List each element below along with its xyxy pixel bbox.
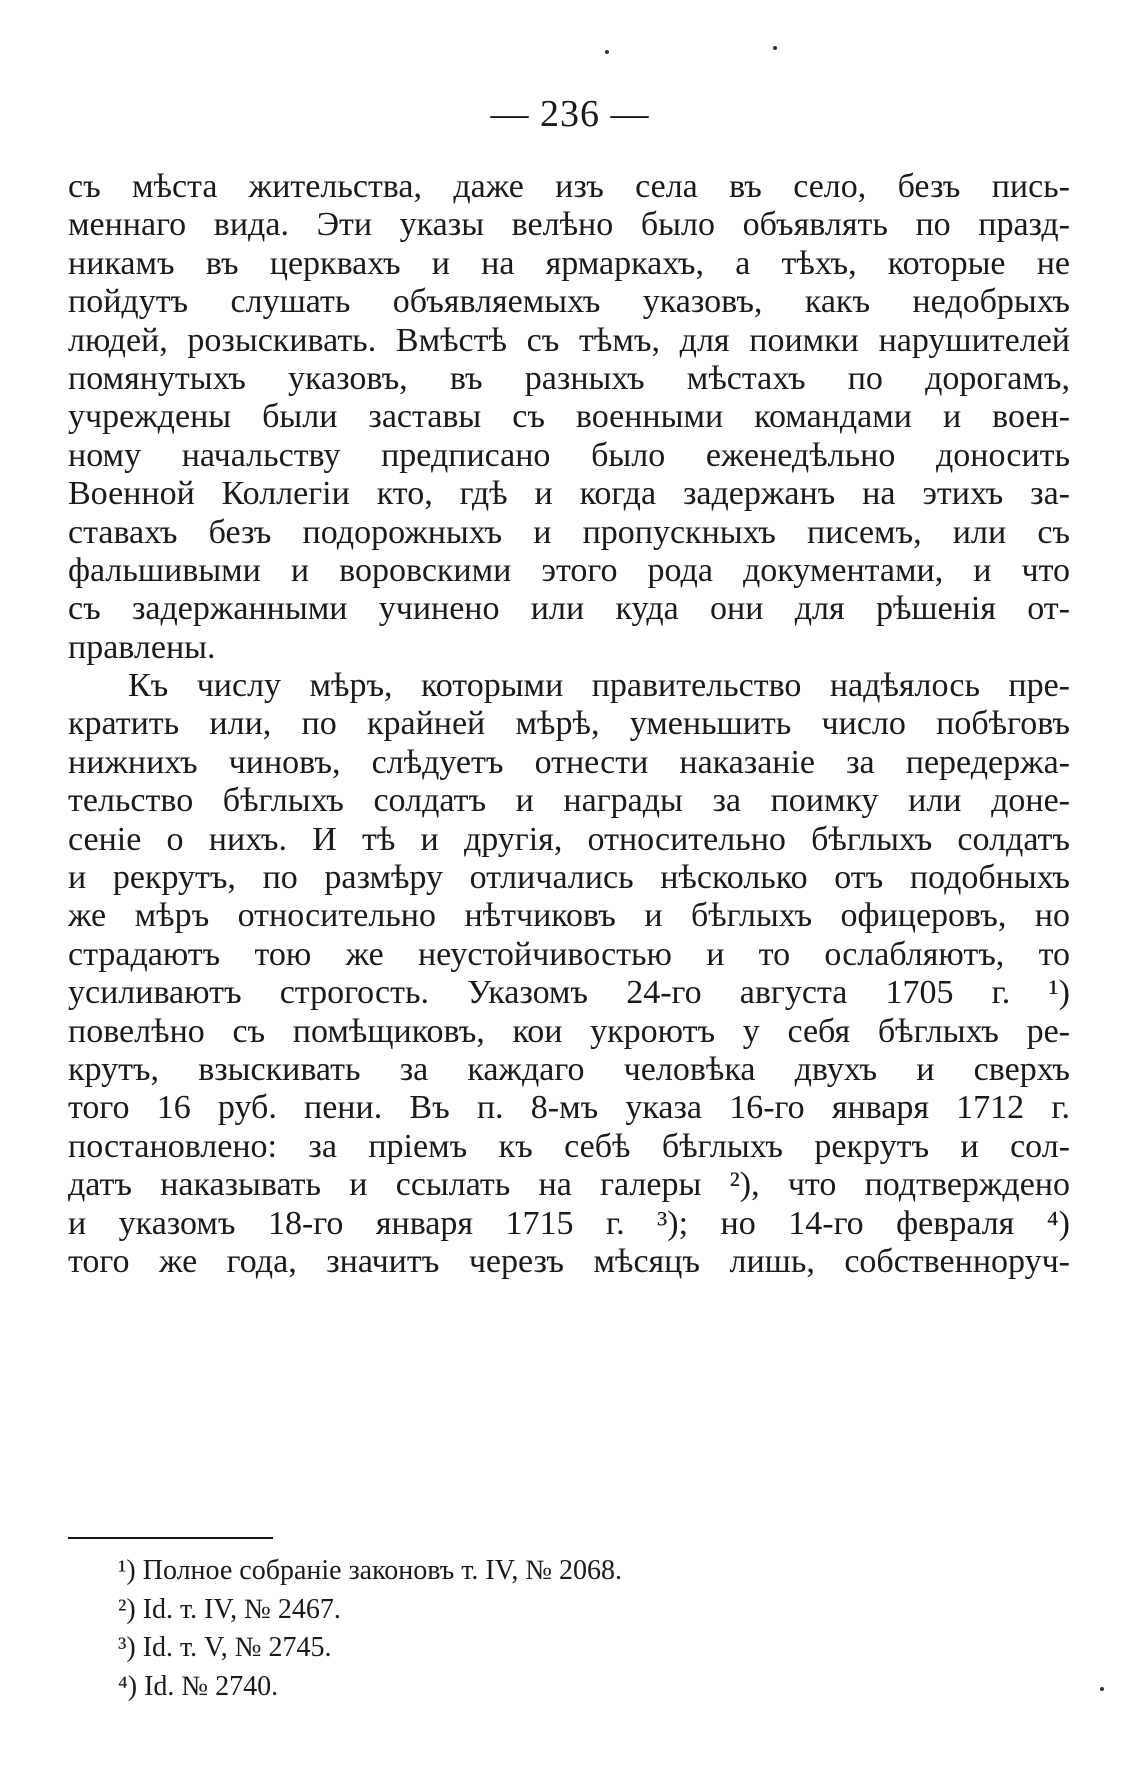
paragraph-start-line: Къ числу мѣръ, которыми правительство надѣялось пре- bbox=[128, 667, 1070, 705]
text-line: людей, розыскивать. Вмѣстѣ съ тѣмъ, для поимки нарушителей bbox=[68, 321, 1070, 359]
footnote: ³) Id. т. V, № 2745. bbox=[118, 1632, 332, 1663]
text-line: учреждены были заставы съ военными командами и воен- bbox=[68, 398, 1070, 436]
text-line: съ задержанными учинено или куда они для рѣшенія от- bbox=[68, 590, 1070, 628]
footnotes bbox=[118, 1552, 1018, 1706]
text-line: Военной Коллегіи кто, гдѣ и когда задержанъ на этихъ за- bbox=[68, 475, 1070, 513]
print-speck bbox=[773, 46, 777, 50]
footnote-separator bbox=[68, 1537, 273, 1539]
text-line: пойдутъ слушать объявляемыхъ указовъ, какъ недобрыхъ bbox=[68, 283, 1070, 321]
text-line: помянутыхъ указовъ, въ разныхъ мѣстахъ по дорогамъ, bbox=[68, 359, 1070, 397]
paragraph-end-line: правлены. bbox=[68, 628, 216, 666]
text-line: никамъ въ церквахъ и на ярмаркахъ, а тѣхъ, которые не bbox=[68, 244, 1070, 282]
text-line: же мѣръ относительно нѣтчиковъ и бѣглыхъ офицеровъ, но bbox=[68, 897, 1070, 935]
print-speck bbox=[605, 50, 609, 54]
text-line: нижнихъ чиновъ, слѣдуетъ отнести наказаніе за передержа- bbox=[68, 743, 1070, 781]
text-line: тельство бѣглыхъ солдатъ и награды за поимку или доне- bbox=[68, 782, 1070, 820]
text-line: съ мѣста жительства, даже изъ села въ село, безъ пись- bbox=[68, 168, 1070, 205]
print-speck bbox=[1100, 1687, 1104, 1691]
text-line: крутъ, взыскивать за каждаго человѣка двухъ и сверхъ bbox=[68, 1050, 1070, 1088]
text-line: датъ наказывать и ссылать на галеры ²), что подтверждено bbox=[68, 1166, 1070, 1204]
footnote: ¹) Полное собраніе законовъ т. IV, № 2068. bbox=[118, 1555, 623, 1586]
body-text bbox=[68, 168, 1070, 1281]
text-line: усиливаютъ строгость. Указомъ 24-го августа 1705 г. ¹) bbox=[68, 974, 1070, 1012]
text-line: фальшивыми и воровскими этого рода документами, и что bbox=[68, 551, 1070, 589]
text-line: ставахъ безъ подорожныхъ и пропускныхъ писемъ, или съ bbox=[68, 513, 1070, 551]
text-line: и указомъ 18-го января 1715 г. ³); но 14-го февраля ⁴) bbox=[68, 1204, 1070, 1242]
text-line: страдаютъ тою же неустойчивостью и то ослабляютъ, то bbox=[68, 935, 1070, 973]
text-line: постановлено: за пріемъ къ себѣ бѣглыхъ рекрутъ и сол- bbox=[68, 1127, 1070, 1165]
footnote: ²) Id. т. IV, № 2467. bbox=[118, 1593, 341, 1625]
text-line: сеніе о нихъ. И тѣ и другія, относительно бѣглыхъ солдатъ bbox=[68, 820, 1070, 858]
page-number: — 236 — bbox=[490, 93, 650, 135]
text-line: ному начальству предписано было еженедѣльно доносить bbox=[68, 436, 1070, 474]
text-line: того 16 руб. пени. Въ п. 8-мъ указа 16-го января 1712 г. bbox=[68, 1089, 1070, 1127]
text-line: и рекрутъ, по размѣру отличались нѣсколько отъ подобныхъ bbox=[68, 859, 1070, 897]
text-line: того же года, значитъ черезъ мѣсяцъ лишь, собственноруч- bbox=[68, 1242, 1070, 1280]
text-line: повелѣно съ помѣщиковъ, кои укроютъ у себя бѣглыхъ ре- bbox=[68, 1012, 1070, 1050]
text-line: кратить или, по крайней мѣрѣ, уменьшить число побѣговъ bbox=[68, 705, 1070, 743]
footnote: ⁴) Id. № 2740. bbox=[118, 1670, 279, 1702]
text-line: меннаго вида. Эти указы велѣно было объявлять по празд- bbox=[68, 206, 1070, 244]
